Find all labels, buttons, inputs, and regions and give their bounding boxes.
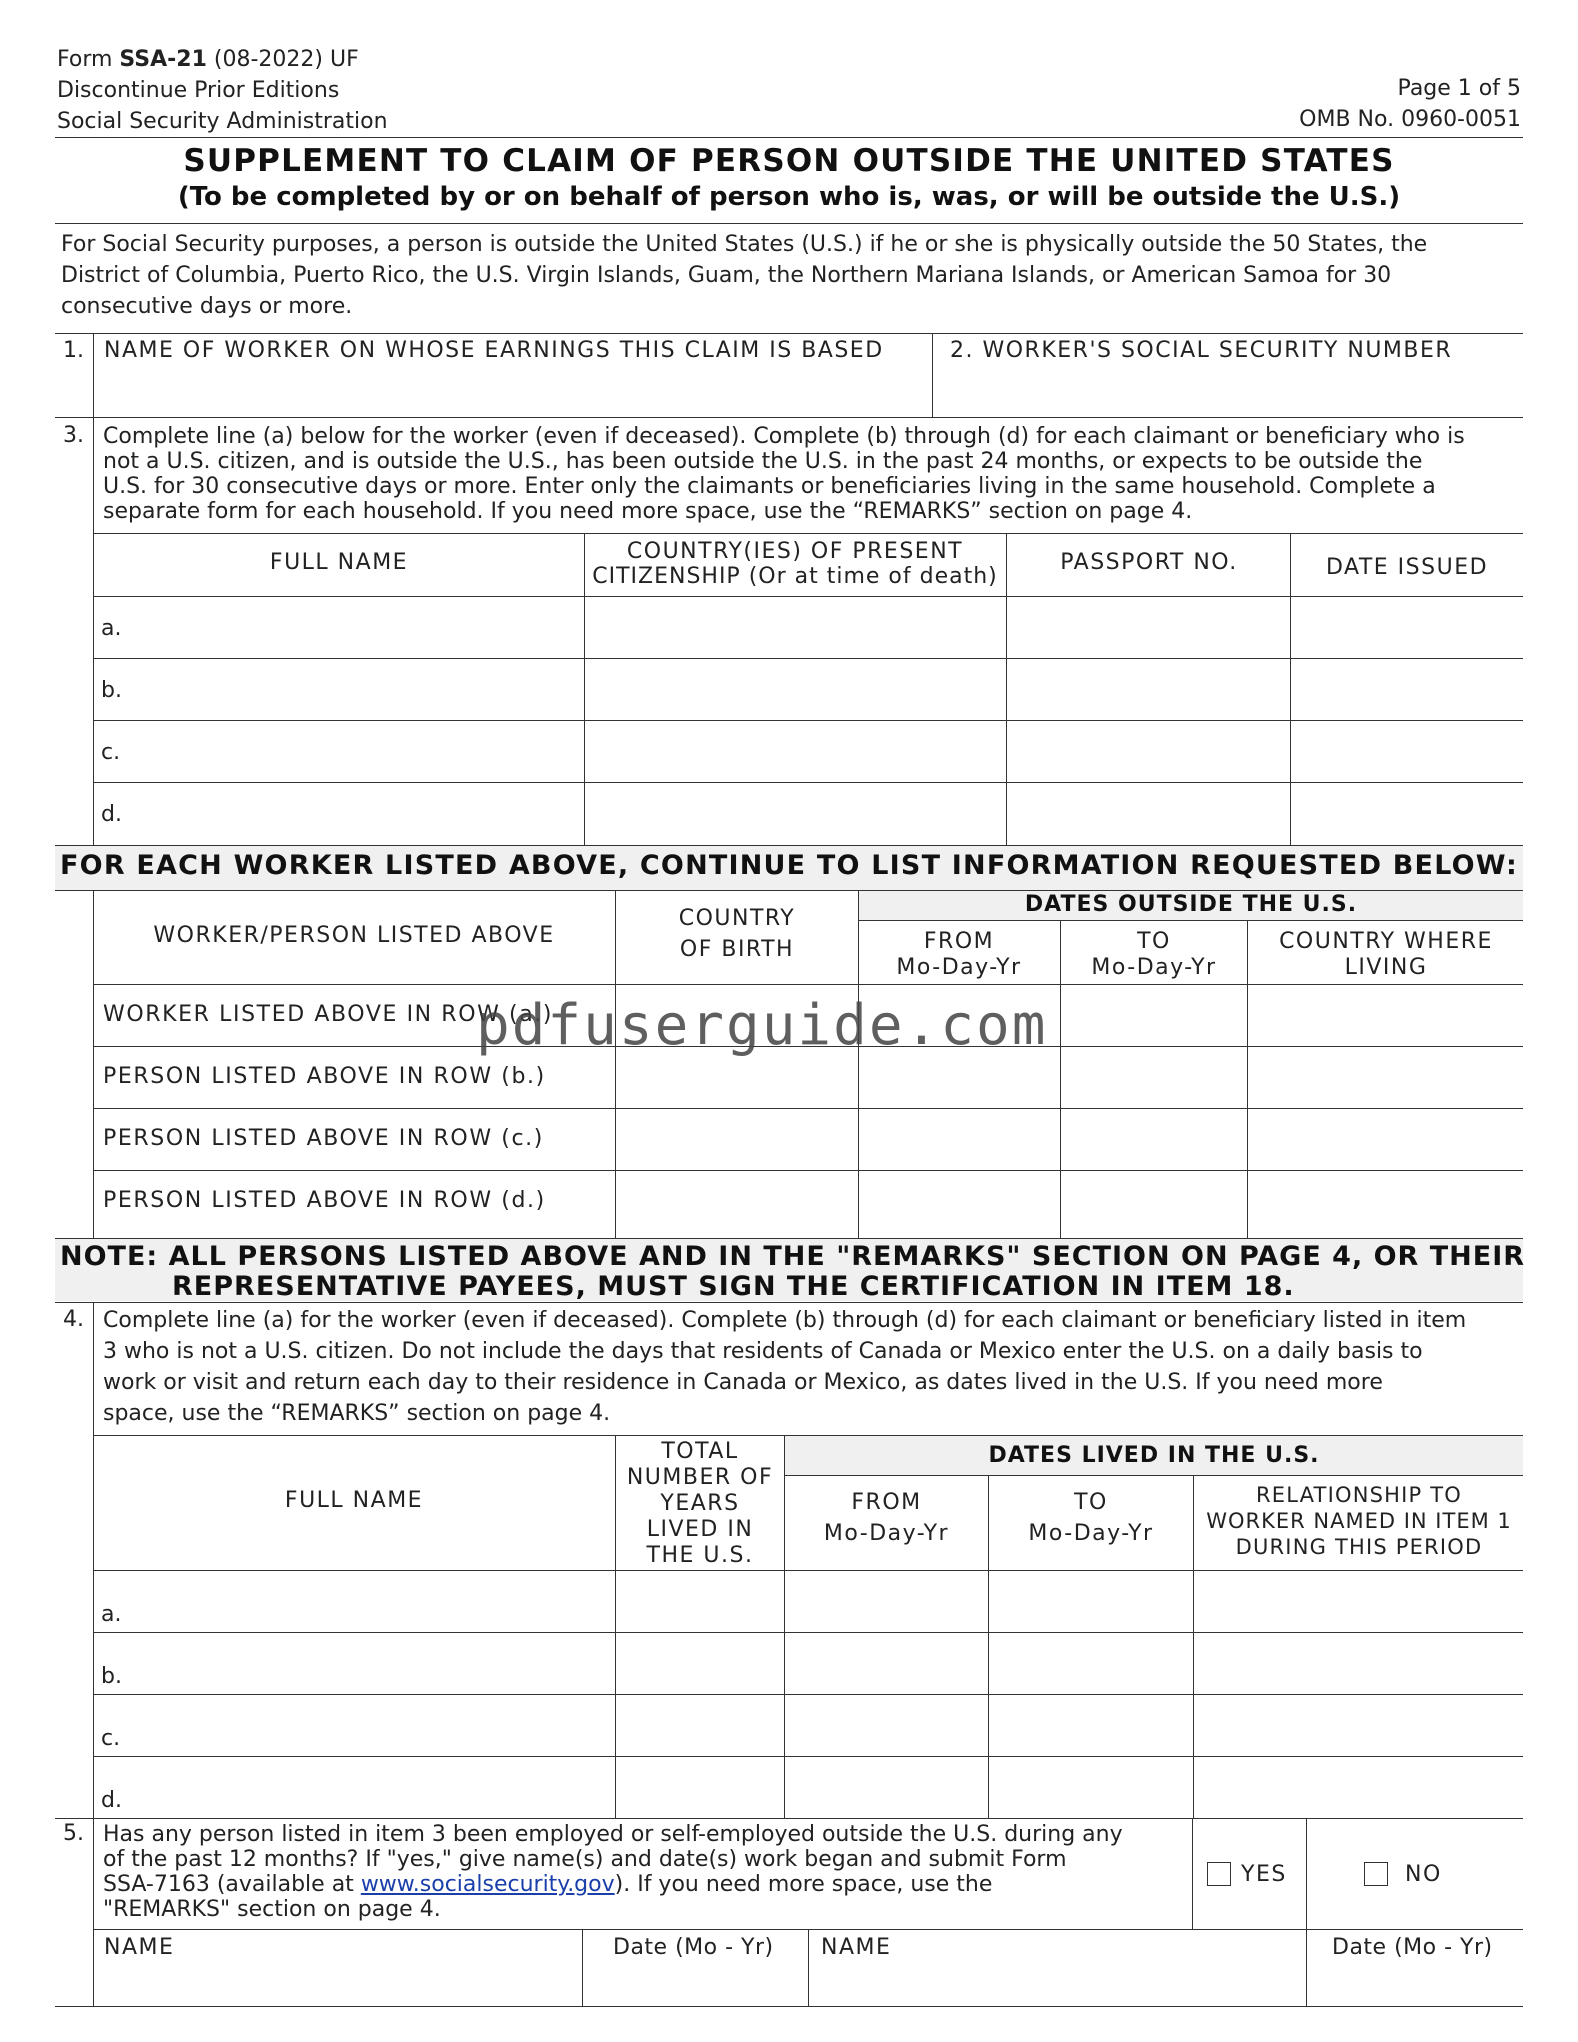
outside-country-d[interactable] xyxy=(1250,1173,1521,1235)
worker-name-field[interactable] xyxy=(95,360,930,414)
item3-name-a[interactable] xyxy=(125,599,580,655)
rule xyxy=(93,1170,1523,1171)
page-subtitle: (To be completed by or on behalf of person who is, was, or will be outside the U.S.) xyxy=(177,182,1401,212)
divider xyxy=(1306,1818,1307,1929)
country-birth-header-1: COUNTRY xyxy=(678,906,796,931)
worker-person-header: WORKER/PERSON LISTED ABOVE xyxy=(153,923,555,948)
dates-outside-header: DATES OUTSIDE THE U.S. xyxy=(1024,892,1358,917)
employment-date-1-label: Date (Mo - Yr) xyxy=(613,1935,774,1960)
rule xyxy=(858,920,1523,921)
divider xyxy=(932,333,933,417)
item4-row-label-d: d. xyxy=(101,1788,122,1813)
outside-row-label-c: PERSON LISTED ABOVE IN ROW (c.) xyxy=(103,1126,544,1151)
item-4-number: 4. xyxy=(63,1307,84,1332)
item3-passport-a[interactable] xyxy=(1009,599,1287,655)
item4-years-d[interactable] xyxy=(618,1759,782,1815)
col-date-issued-header: DATE ISSUED xyxy=(1325,555,1489,580)
no-label: NO xyxy=(1405,1862,1442,1887)
item4-relationship-header-1: RELATIONSHIP TO xyxy=(1255,1483,1463,1507)
divider xyxy=(1247,920,1248,1238)
row-label-b: b. xyxy=(101,678,122,703)
outside-to-a[interactable] xyxy=(1063,987,1245,1043)
item-1-number: 1. xyxy=(63,338,84,363)
row-label-c: c. xyxy=(101,740,121,765)
rule xyxy=(93,1756,1523,1757)
item4-name-d[interactable] xyxy=(125,1759,612,1815)
outside-birth-c[interactable] xyxy=(618,1111,856,1167)
intro-line-1: For Social Security purposes, a person is outside the United States (U.S.) if he or she is physically outside the 50 States, the xyxy=(61,232,1428,257)
item4-from-a[interactable] xyxy=(787,1573,986,1629)
rule xyxy=(93,1694,1523,1695)
outside-to-c[interactable] xyxy=(1063,1111,1245,1167)
item3-date-issued-b[interactable] xyxy=(1293,661,1521,717)
item4-total-header-1: TOTAL xyxy=(661,1439,739,1464)
rule xyxy=(55,1302,1523,1303)
employment-date-1-field[interactable] xyxy=(585,1962,806,2004)
rule xyxy=(784,1475,1523,1476)
rule xyxy=(55,2006,1523,2007)
item-5-line-2: of the past 12 months? If "yes," give name(s) and date(s) work began and submit Form xyxy=(103,1847,1067,1872)
divider xyxy=(582,1929,583,2006)
note-line-2: REPRESENTATIVE PAYEES, MUST SIGN THE CERTIFICATION IN ITEM 18. xyxy=(172,1271,1295,1302)
item4-relationship-header-3: DURING THIS PERIOD xyxy=(1235,1535,1483,1559)
dates-lived-header: DATES LIVED IN THE U.S. xyxy=(988,1443,1320,1468)
item-4-line-4: space, use the “REMARKS” section on page 4. xyxy=(103,1401,611,1426)
form-code: SSA-21 xyxy=(119,47,207,72)
item3-name-d[interactable] xyxy=(125,785,580,841)
country-birth-header-2: OF BIRTH xyxy=(679,937,795,962)
divider xyxy=(784,1435,785,1818)
section-banner: FOR EACH WORKER LISTED ABOVE, CONTINUE TO LIST INFORMATION REQUESTED BELOW: xyxy=(60,850,1518,881)
outside-row-label-d: PERSON LISTED ABOVE IN ROW (d.) xyxy=(103,1188,546,1213)
item4-to-d[interactable] xyxy=(991,1759,1191,1815)
item-margin-line xyxy=(93,333,94,845)
outside-country-c[interactable] xyxy=(1250,1111,1521,1167)
divider xyxy=(584,533,585,845)
item3-passport-d[interactable] xyxy=(1009,785,1287,841)
rule xyxy=(93,720,1523,721)
worker-name-label: NAME OF WORKER ON WHOSE EARNINGS THIS CLAIM IS BASED xyxy=(104,338,884,363)
outside-row-label-b: PERSON LISTED ABOVE IN ROW (b.) xyxy=(103,1064,546,1089)
yes-label: YES xyxy=(1241,1862,1287,1887)
item4-from-c[interactable] xyxy=(787,1697,986,1753)
employment-name-2-label: NAME xyxy=(821,1935,892,1960)
divider xyxy=(615,890,616,1238)
col-passport-header: PASSPORT NO. xyxy=(1060,550,1238,575)
item4-to-c[interactable] xyxy=(991,1697,1191,1753)
omb-number: OMB No. 0960-0051 xyxy=(1299,107,1521,132)
item4-total-header-5: THE U.S. xyxy=(646,1543,754,1568)
item3-passport-c[interactable] xyxy=(1009,723,1287,779)
item3-citizenship-a[interactable] xyxy=(587,599,1003,655)
item-margin-line xyxy=(93,1302,94,2006)
rule xyxy=(93,533,1523,534)
no-checkbox[interactable] xyxy=(1364,1862,1388,1886)
item-3-line-2: not a U.S. citizen, and is outside the U.S., has been outside the U.S. in the past 24 months, or expects to be outside the xyxy=(103,449,1423,474)
rule xyxy=(93,984,1523,985)
to-header-1: TO xyxy=(1137,929,1171,954)
item3-citizenship-b[interactable] xyxy=(587,661,1003,717)
item4-row-label-a: a. xyxy=(101,1602,122,1627)
intro-line-2: District of Columbia, Puerto Rico, the U.S. Virgin Islands, Guam, the Northern Mariana Islands, or American Samoa for 30 xyxy=(61,263,1392,288)
from-header-1: FROM xyxy=(923,929,995,954)
item4-years-b[interactable] xyxy=(618,1635,782,1691)
row-label-a: a. xyxy=(101,616,122,641)
divider xyxy=(615,1435,616,1818)
item-5-line-1: Has any person listed in item 3 been employed or self-employed outside the U.S. during any xyxy=(103,1822,1123,1847)
item-5-number: 5. xyxy=(63,1821,84,1846)
employment-name-2-field[interactable] xyxy=(811,1962,1304,2004)
divider xyxy=(1306,1929,1307,2006)
divider xyxy=(858,890,859,1238)
to-header-2: Mo-Day-Yr xyxy=(1091,955,1217,980)
intro-rule xyxy=(55,333,1523,334)
rule xyxy=(93,782,1523,783)
worker-ssn-label: 2. WORKER'S SOCIAL SECURITY NUMBER xyxy=(950,338,1453,363)
item3-passport-b[interactable] xyxy=(1009,661,1287,717)
item-4-line-1: Complete line (a) for the worker (even if deceased). Complete (b) through (d) for each claimant or beneficiary listed in item xyxy=(103,1308,1467,1333)
item4-total-header-2: NUMBER OF xyxy=(626,1465,774,1490)
worker-ssn-field[interactable] xyxy=(935,360,1520,414)
title-rule xyxy=(55,223,1523,224)
outside-country-b[interactable] xyxy=(1250,1049,1521,1105)
agency-name: Social Security Administration xyxy=(57,109,388,134)
col-citizenship-header-2: CITIZENSHIP (Or at time of death) xyxy=(592,564,998,589)
rule xyxy=(93,1108,1523,1109)
item4-to-header-2: Mo-Day-Yr xyxy=(1028,1521,1154,1546)
item-3-line-4: separate form for each household. If you need more space, use the “REMARKS” section on page 4. xyxy=(103,499,1193,524)
country-living-header-1: COUNTRY WHERE xyxy=(1279,929,1493,954)
employment-date-2-label: Date (Mo - Yr) xyxy=(1332,1935,1493,1960)
country-living-header-2: LIVING xyxy=(1344,955,1428,980)
item4-from-b[interactable] xyxy=(787,1635,986,1691)
item4-name-b[interactable] xyxy=(125,1635,612,1691)
employment-date-2-field[interactable] xyxy=(1309,1962,1521,2004)
from-header-2: Mo-Day-Yr xyxy=(896,955,1022,980)
item4-from-header-2: Mo-Day-Yr xyxy=(823,1521,950,1546)
item-4-line-3: work or visit and return each day to their residence in Canada or Mexico, as dates lived in the U.S. If you need more xyxy=(103,1370,1383,1395)
item4-name-a[interactable] xyxy=(125,1573,612,1629)
item-3-number: 3. xyxy=(63,423,84,448)
item4-row-label-b: b. xyxy=(101,1664,122,1689)
item-4-line-2: 3 who is not a U.S. citizen. Do not include the days that residents of Canada or Mexico enter the U.S. on a daily basis to xyxy=(103,1339,1423,1364)
outside-from-d[interactable] xyxy=(861,1173,1057,1235)
divider xyxy=(1060,920,1061,1238)
divider xyxy=(93,890,94,1238)
page-title: SUPPLEMENT TO CLAIM OF PERSON OUTSIDE THE UNITED STATES xyxy=(183,143,1395,179)
item-5-line-3 xyxy=(103,1872,992,1897)
divider xyxy=(1290,533,1291,845)
rule xyxy=(93,1570,1523,1571)
outside-country-a[interactable] xyxy=(1250,987,1521,1043)
divider xyxy=(808,1929,809,2006)
form-prefix: Form xyxy=(57,47,120,72)
rule xyxy=(93,658,1523,659)
rule xyxy=(93,1632,1523,1633)
item4-years-a[interactable] xyxy=(618,1573,782,1629)
outside-to-d[interactable] xyxy=(1063,1173,1245,1235)
item3-citizenship-d[interactable] xyxy=(587,785,1003,841)
item4-from-header-1: FROM xyxy=(851,1490,922,1515)
employment-name-1-field[interactable] xyxy=(96,1962,580,2004)
item4-relationship-a[interactable] xyxy=(1196,1573,1521,1629)
item4-full-name-header: FULL NAME xyxy=(284,1488,424,1513)
item-3-line-1: Complete line (a) below for the worker (even if deceased). Complete (b) through (d) for each claimant or beneficiary who is xyxy=(103,424,1465,449)
item4-to-a[interactable] xyxy=(991,1573,1191,1629)
rule xyxy=(55,1818,1523,1819)
item4-relationship-d[interactable] xyxy=(1196,1759,1521,1815)
item4-name-c[interactable] xyxy=(125,1697,612,1753)
divider xyxy=(1192,1818,1193,1929)
item4-total-header-4: LIVED IN xyxy=(646,1517,754,1542)
item4-row-label-c: c. xyxy=(101,1726,121,1751)
item3-date-issued-d[interactable] xyxy=(1293,785,1521,841)
col-full-name-header: FULL NAME xyxy=(269,550,409,575)
item4-total-header-3: YEARS xyxy=(660,1491,740,1516)
item3-name-c[interactable] xyxy=(125,723,580,779)
col-citizenship-header: COUNTRY(IES) OF PRESENT xyxy=(626,539,964,564)
item-5-line-3-pre: SSA-7163 (available at xyxy=(103,1872,361,1897)
ssa-website-link[interactable]: www.socialsecurity.gov xyxy=(360,1872,615,1897)
divider xyxy=(1006,533,1007,845)
form-id xyxy=(57,49,359,71)
note-line-1: NOTE: ALL PERSONS LISTED ABOVE AND IN THE "REMARKS" SECTION ON PAGE 4, OR THEIR xyxy=(60,1241,1526,1272)
discontinue-note: Discontinue Prior Editions xyxy=(57,78,340,103)
item4-from-d[interactable] xyxy=(787,1759,986,1815)
row-label-d: d. xyxy=(101,802,122,827)
outside-birth-d[interactable] xyxy=(618,1173,856,1235)
items-1-2-rule xyxy=(55,417,1523,418)
item4-relationship-header-2: WORKER NAMED IN ITEM 1 xyxy=(1206,1509,1512,1533)
rule xyxy=(93,596,1523,597)
item4-to-header-1: TO xyxy=(1074,1490,1108,1515)
watermark: pdfuserguide.com xyxy=(476,993,1048,1058)
intro-line-3: consecutive days or more. xyxy=(61,294,353,319)
header-rule xyxy=(55,137,1523,138)
item-3-line-3: U.S. for 30 consecutive days or more. Enter only the claimants or beneficiaries living in the same household. Complete a xyxy=(103,474,1436,499)
yes-checkbox[interactable] xyxy=(1207,1862,1231,1886)
item4-to-b[interactable] xyxy=(991,1635,1191,1691)
item-5-line-3-post: ). If you need more space, use the xyxy=(614,1872,993,1897)
item4-years-c[interactable] xyxy=(618,1697,782,1753)
form-edition: (08-2022) UF xyxy=(206,47,359,72)
item3-name-b[interactable] xyxy=(125,661,580,717)
item4-relationship-b[interactable] xyxy=(1196,1635,1521,1691)
item-5-line-4: "REMARKS" section on page 4. xyxy=(103,1897,441,1922)
item4-relationship-c[interactable] xyxy=(1196,1697,1521,1753)
employment-name-1-label: NAME xyxy=(104,1935,175,1960)
outside-to-b[interactable] xyxy=(1063,1049,1245,1105)
divider xyxy=(988,1475,989,1818)
outside-row-label-a: WORKER LISTED ABOVE IN ROW (a.) xyxy=(103,1002,554,1027)
item3-date-issued-a[interactable] xyxy=(1293,599,1521,655)
divider xyxy=(1193,1475,1194,1818)
item3-date-issued-c[interactable] xyxy=(1293,723,1521,779)
outside-from-c[interactable] xyxy=(861,1111,1057,1167)
item3-citizenship-c[interactable] xyxy=(587,723,1003,779)
page-number: Page 1 of 5 xyxy=(1397,76,1521,101)
